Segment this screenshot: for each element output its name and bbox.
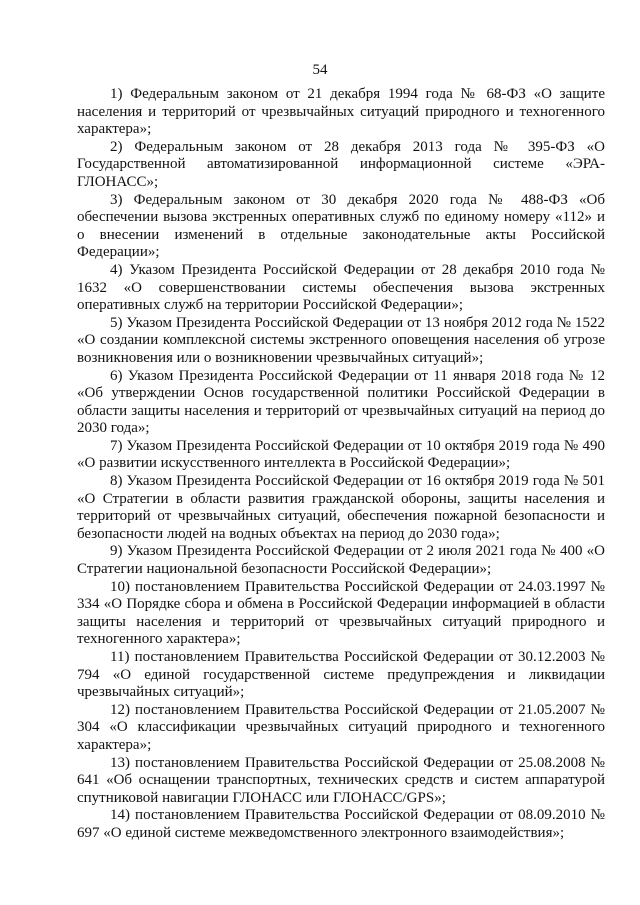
list-item: 6) Указом Президента Российской Федерации от 11 января 2018 года № 12 «Об утверждении Основ государственной политики Российской Федерации в области защиты населения и территорий от чрезвычайных ситуаций на период до 2030 года»; [77,367,605,437]
page-number: 54 [312,62,328,78]
list-item: 7) Указом Президента Российской Федерации от 10 октября 2019 года № 490 «О развитии искусственного интеллекта в Российской Федерации»; [77,437,605,472]
list-item: 5) Указом Президента Российской Федерации от 13 ноября 2012 года № 1522 «О создании комплексной системы экстренного оповещения населения об угрозе возникновения или о возникновении чрезвычайных ситуаций»; [77,314,605,366]
list-item: 3) Федеральным законом от 30 декабря 2020 года № 488-ФЗ «Об обеспечении вызова экстренных оперативных служб по единому номеру «112» и о внесении изменений в отдельные законодательные акты Российской Федерации»; [77,191,605,261]
list-item: 9) Указом Президента Российской Федерации от 2 июля 2021 года № 400 «О Стратегии национальной безопасности Российской Федерации»; [77,543,605,578]
list-item: 1) Федеральным законом от 21 декабря 1994 года № 68-ФЗ «О защите населения и территорий от чрезвычайных ситуаций природного и техногенного характера»; [77,86,605,138]
list-item: 10) постановлением Правительства Российской Федерации от 24.03.1997 № 334 «О Порядке сбора и обмена в Российской Федерации информацией в области защиты населения и территорий от чрезвычайных ситуаций природного и техногенного характера»; [77,578,605,648]
list-item: 13) постановлением Правительства Российской Федерации от 25.08.2008 № 641 «Об оснащении транспортных, технических средств и систем аппаратурой спутниковой навигации ГЛОНАСС или ГЛОНАСС/GPS»; [77,754,605,806]
list-item: 4) Указом Президента Российской Федерации от 28 декабря 2010 года № 1632 «О совершенствовании системы обеспечения вызова экстренных оперативных служб на территории Российской Федерации»; [77,261,605,314]
legal-basis-list [77,86,605,843]
list-item: 8) Указом Президента Российской Федерации от 16 октября 2019 года № 501 «О Стратегии в области развития гражданской обороны, защиты населения и территорий от чрезвычайных ситуаций, обеспечения пожарной безопасности и безопасности людей на водных объектах на период до 2030 года»; [77,473,605,542]
list-item: 14) постановлением Правительства Российской Федерации от 08.09.2010 № 697 «О единой системе межведомственного электронного взаимодействия»; [77,807,605,841]
list-item: 12) постановлением Правительства Российской Федерации от 21.05.2007 № 304 «О классификации чрезвычайных ситуаций природного и техногенного характера»; [77,701,605,753]
list-item: 2) Федеральным законом от 28 декабря 2013 года № 395-ФЗ «О Государственной автоматизированной информационной системе «ЭРА-ГЛОНАСС»; [77,138,605,190]
list-item: 11) постановлением Правительства Российской Федерации от 30.12.2003 № 794 «О единой государственной системе предупреждения и ликвидации чрезвычайных ситуаций»; [77,649,605,701]
